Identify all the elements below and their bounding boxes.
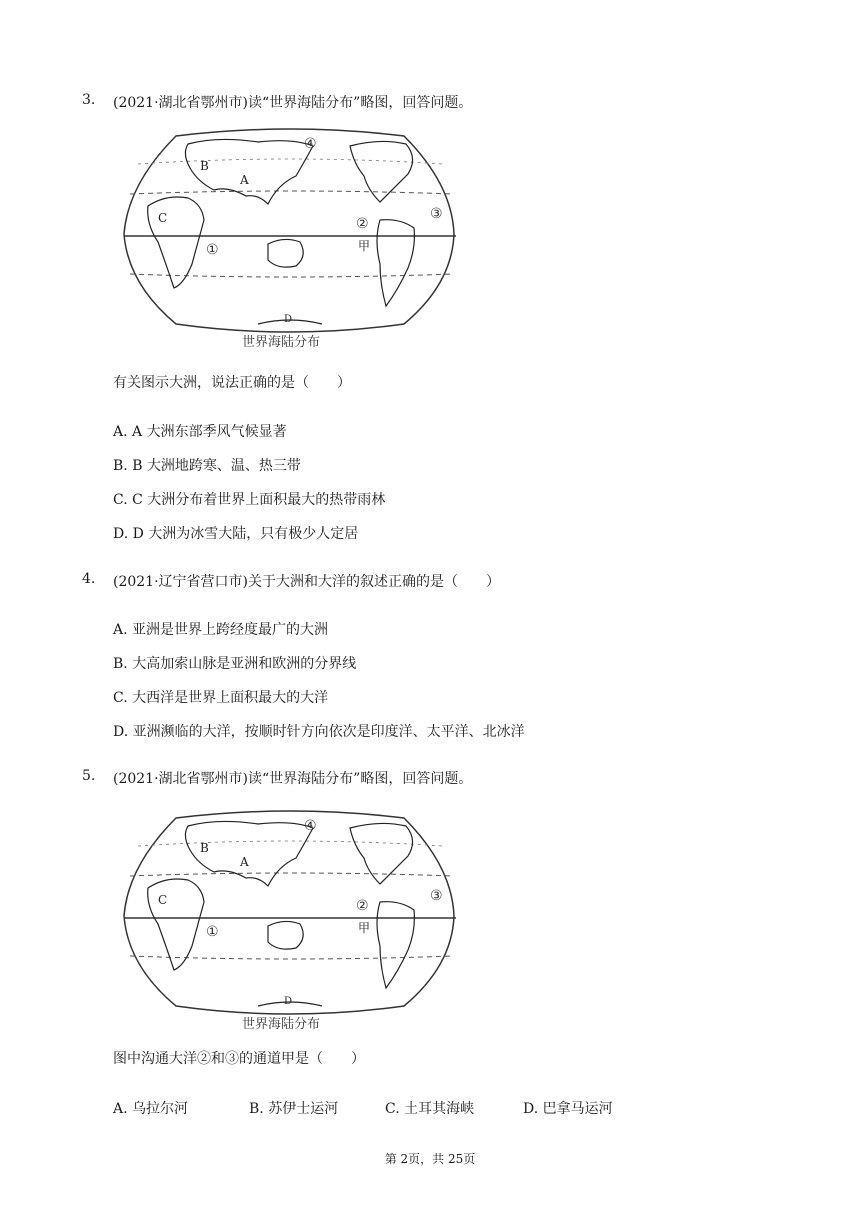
question-3-option-c: C. C 大洲分布着世界上面积最大的热带雨林 [113, 492, 386, 508]
world-map [118, 124, 462, 352]
question-3-option-d: D. D 大洲为冰雪大陆，只有极少人定居 [113, 526, 359, 542]
question-text: (2021·湖北省鄂州市)读“世界海陆分布”略图，回答问题。 [113, 771, 473, 787]
ocean-label-1: ① [206, 924, 219, 940]
question-number: 4. [82, 571, 96, 587]
question-3-header [82, 92, 472, 112]
question-text: (2021·辽宁省营口市)关于大洲和大洋的叙述正确的是（ ） [113, 574, 501, 590]
question-number: 3. [82, 92, 96, 108]
question-4-option-c: C. 大西洋是世界上面积最大的大洋 [113, 690, 329, 706]
world-map-figure [118, 124, 462, 352]
question-3-option-a: A. A 大洲东部季风气候显著 [113, 424, 287, 440]
map-label-A: A [240, 173, 249, 187]
map-caption: 世界海陆分布 [242, 1017, 321, 1032]
map-label-A: A [240, 855, 249, 869]
question-number: 5. [82, 768, 96, 784]
question-3-option-b: B. B 大洲地跨寒、温、热三带 [113, 458, 301, 474]
ocean-label-1: ① [206, 242, 219, 258]
question-5-option-b: B. 苏伊士运河 [249, 1101, 339, 1117]
map-label-jia: 甲 [358, 921, 371, 935]
ocean-label-3: ③ [430, 206, 443, 222]
question-4-header [82, 571, 500, 591]
question-5-option-c: C. 土耳其海峡 [385, 1101, 475, 1117]
question-4-option-a: A. 亚洲是世界上跨经度最广的大洲 [113, 622, 329, 638]
question-5-option-a: A. 乌拉尔河 [113, 1101, 189, 1117]
question-3-stem: 有关图示大洲，说法正确的是（ ） [113, 375, 351, 391]
question-5-options [113, 1098, 613, 1118]
map-label-jia: 甲 [358, 239, 371, 253]
page-footer: 第 2页，共 25页 [384, 1152, 476, 1166]
ocean-label-2: ② [356, 216, 369, 232]
map-label-D: D [284, 314, 293, 325]
question-text: (2021·湖北省鄂州市)读“世界海陆分布”略图，回答问题。 [113, 95, 473, 111]
map-label-C: C [158, 211, 168, 225]
map-label-C: C [158, 893, 168, 907]
question-5-header [82, 768, 472, 788]
world-map [118, 806, 462, 1034]
world-map-figure [118, 806, 462, 1034]
ocean-label-4: ④ [304, 136, 317, 152]
question-5-stem: 图中沟通大洋②和③的通道甲是（ ） [113, 1051, 365, 1067]
ocean-label-2: ② [356, 898, 369, 914]
ocean-label-4: ④ [304, 818, 317, 834]
question-5-option-d: D. 巴拿马运河 [523, 1101, 613, 1117]
map-label-B: B [200, 841, 209, 855]
map-caption: 世界海陆分布 [242, 335, 321, 350]
map-label-D: D [284, 996, 293, 1007]
ocean-label-3: ③ [430, 888, 443, 904]
question-4-option-b: B. 大高加索山脉是亚洲和欧洲的分界线 [113, 656, 357, 672]
question-4-option-d: D. 亚洲濒临的大洋，按顺时针方向依次是印度洋、太平洋、北冰洋 [113, 724, 525, 740]
map-label-B: B [200, 159, 209, 173]
